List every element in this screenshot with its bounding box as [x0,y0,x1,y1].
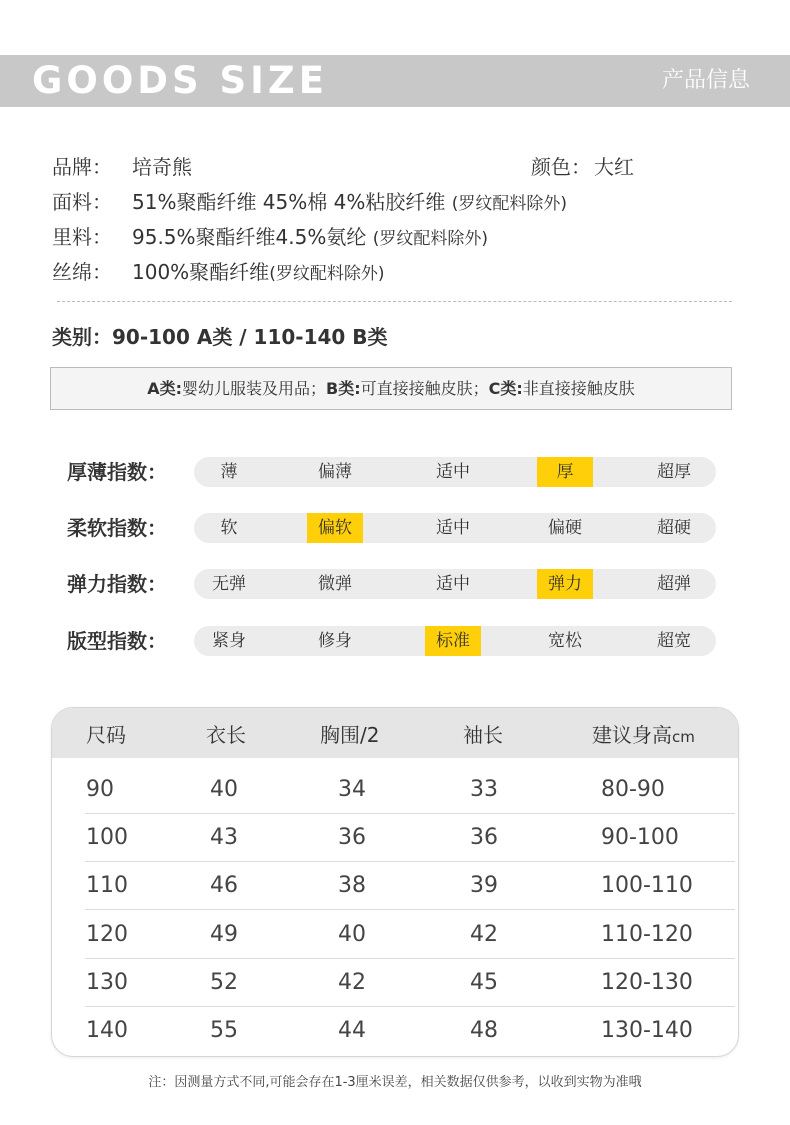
color-label: 颜色： [531,155,591,179]
index-scale [194,569,716,599]
size-table [51,707,739,1057]
table-cell: 100-110 [601,873,693,899]
index-row [0,568,790,600]
table-cell: 120 [86,921,128,947]
index-label: 厚薄指数： [67,460,167,484]
category-legend [50,367,732,410]
lining-label: 里料： [52,225,112,249]
header-chest: 胸围/2 [320,723,380,747]
index-label: 版型指数： [67,629,167,653]
index-option: 软 [220,518,238,538]
index-option: 适中 [436,462,470,482]
header-banner [0,55,790,107]
banner-subtitle: 产品信息 [661,68,750,93]
index-option: 紧身 [212,631,246,651]
table-cell: 140 [86,1018,128,1043]
header-size: 尺码 [86,723,126,747]
padding-label: 丝绵： [52,260,112,284]
table-cell: 46 [210,873,238,899]
index-option-selected: 厚 [537,457,593,487]
table-row [52,766,738,814]
table-cell: 110 [86,873,128,899]
table-row [52,862,738,910]
index-option-selected: 弹力 [537,569,593,599]
fabric-label: 面料： [52,190,112,214]
lining-value: 95.5%聚酯纤维4.5%氨纶 [132,225,373,249]
header-sleeve: 袖长 [463,723,503,747]
index-option: 超宽 [657,631,691,651]
table-cell: 52 [210,969,238,995]
table-cell: 45 [470,969,498,995]
header-length: 衣长 [206,723,246,747]
table-cell: 39 [470,873,498,899]
table-cell: 40 [210,777,238,802]
index-option: 偏硬 [548,518,582,538]
fabric-value: 51%聚酯纤维 45%棉 4%粘胶纤维 [132,190,452,214]
table-row [52,959,738,1007]
table-cell: 43 [210,825,238,851]
padding-value: 100%聚酯纤维 [132,260,270,284]
index-option: 宽松 [548,631,582,651]
index-option: 微弹 [318,574,352,594]
divider [57,301,732,302]
index-option: 超硬 [657,518,691,538]
table-cell: 36 [338,825,366,851]
table-cell: 42 [338,969,366,995]
color-value: 大红 [594,155,634,179]
legend-b-text: 可直接接触皮肤； [360,379,489,398]
legend-b-key: B类: [326,379,361,398]
table-row [52,911,738,959]
brand-value: 培奇熊 [132,155,192,179]
index-option: 超弹 [657,574,691,594]
table-cell: 34 [338,777,366,802]
table-cell: 42 [470,921,498,947]
table-cell: 90 [86,777,114,802]
index-scale [194,626,716,656]
index-row [0,456,790,488]
header-height-label: 建议身高 [592,723,672,747]
fabric-note: (罗纹配料除外) [451,194,567,214]
index-option-selected: 标准 [425,626,481,656]
brand-label: 品牌： [52,155,112,179]
table-cell: 130 [86,969,128,995]
table-cell: 33 [470,777,498,802]
table-cell: 38 [338,873,366,899]
table-cell: 55 [210,1018,238,1043]
table-row [52,814,738,862]
legend-c-key: C类: [488,379,523,398]
index-option: 无弹 [212,574,246,594]
table-cell: 49 [210,921,238,947]
index-option: 适中 [436,518,470,538]
table-cell: 120-130 [601,969,693,995]
footnote: 注：因测量方式不同,可能会存在1-3厘米误差，相关数据仅供参考，以收到实物为准哦 [148,1075,642,1090]
table-row [52,1007,738,1055]
index-option: 偏薄 [318,462,352,482]
index-option-selected: 偏软 [307,513,363,543]
table-cell: 80-90 [601,777,665,802]
table-cell: 44 [338,1018,366,1043]
table-cell: 100 [86,825,128,851]
table-cell: 36 [470,825,498,851]
index-label: 弹力指数： [67,572,167,596]
table-header [52,708,738,758]
header-height-unit: cm [672,728,695,746]
index-option: 薄 [220,462,238,482]
legend-a-text: 婴幼儿服装及用品； [181,379,326,398]
header-height [592,708,695,764]
index-scale [194,457,716,487]
table-cell: 130-140 [601,1018,693,1043]
table-cell: 40 [338,921,366,947]
legend-a-key: A类: [147,379,182,398]
table-cell: 90-100 [601,825,679,851]
index-scale [194,513,716,543]
index-row [0,625,790,657]
index-option: 适中 [436,574,470,594]
index-option: 超厚 [657,462,691,482]
category-text: 类别：90-100 A类 / 110-140 B类 [52,325,388,349]
lining-note: (罗纹配料除外) [372,229,488,249]
index-label: 柔软指数： [67,516,167,540]
banner-title: GOODS SIZE [32,59,329,102]
table-cell: 110-120 [601,921,693,947]
index-option: 修身 [318,631,352,651]
table-cell: 48 [470,1018,498,1043]
padding-note: (罗纹配料除外) [269,264,385,284]
index-row [0,512,790,544]
legend-c-text: 非直接接触皮肤 [522,379,635,398]
